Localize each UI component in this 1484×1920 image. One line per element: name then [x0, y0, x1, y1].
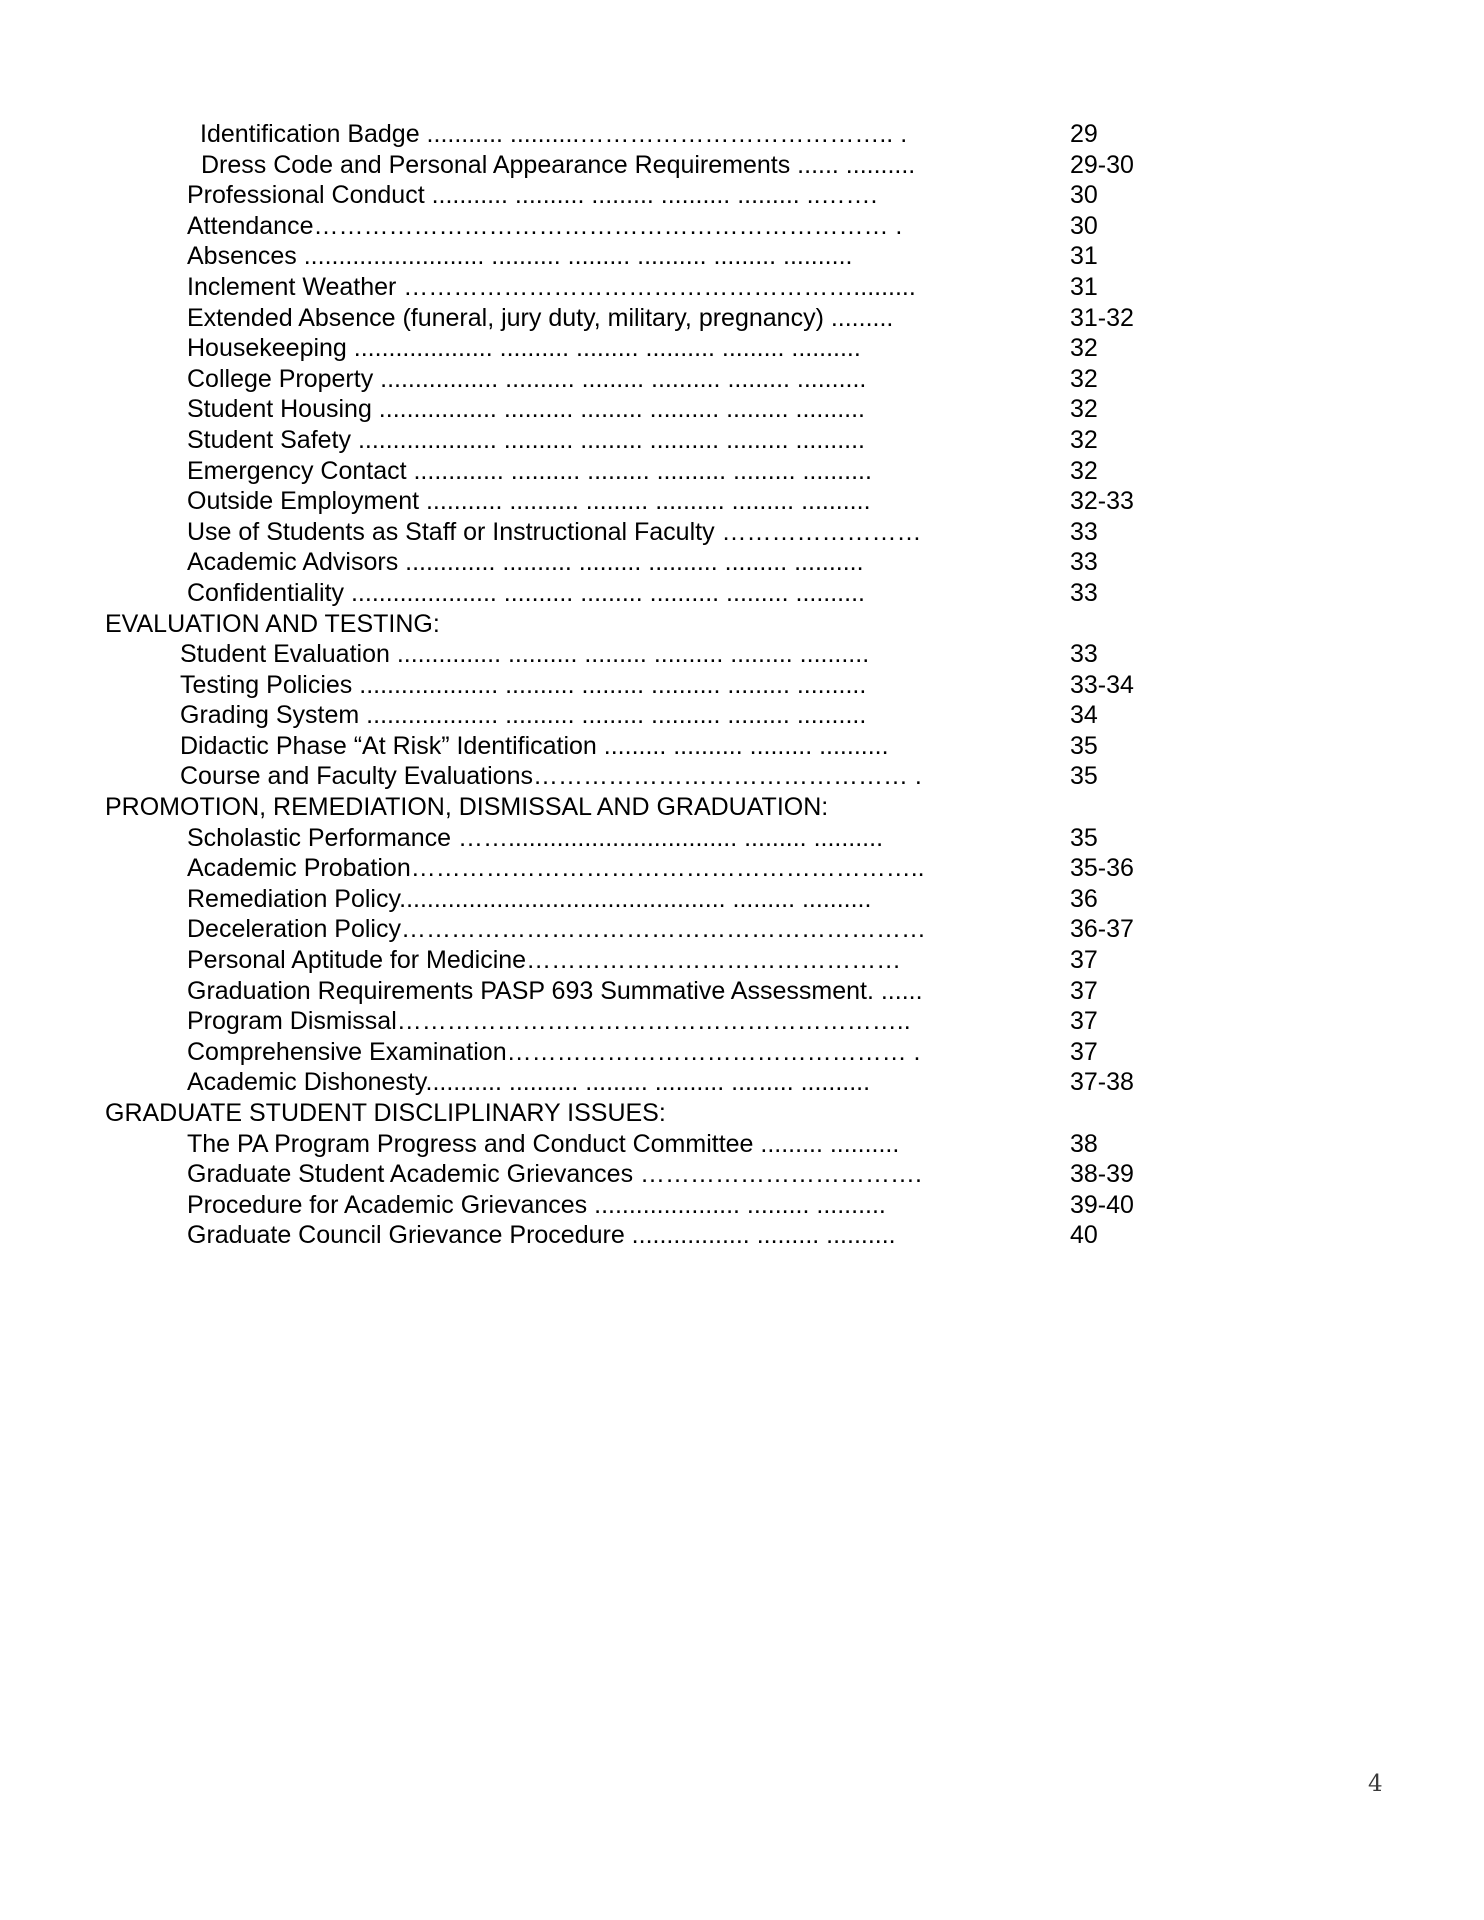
toc-entry-title: Housekeeping .................... .......... ......... .......... ......... ..........	[187, 334, 861, 363]
toc-entry-title: Student Evaluation ............... .......... ......... .......... ......... ..........	[180, 640, 870, 669]
toc-entry-page: 33	[1070, 548, 1098, 577]
toc-entry-page: 32	[1070, 395, 1098, 424]
toc-entry-title: Remediation Policy............................................... ......... ..........	[187, 884, 872, 913]
toc-entry-title: Grading System ................... .......... ......... .......... ......... ..........	[180, 701, 867, 730]
toc-entry-title: Identification Badge ........... ..........……………………………….. .	[200, 120, 908, 148]
toc-entry-page: 37	[1070, 976, 1098, 1005]
toc-entry-page: 40	[1070, 1221, 1098, 1250]
table-of-contents	[0, 119, 1484, 1251]
toc-entry-page: 35	[1070, 731, 1098, 760]
toc-entry-title: Personal Aptitude for Medicine………………………………………	[187, 946, 902, 975]
toc-entry-title: Program Dismissal……………………………………………………..	[187, 1007, 911, 1036]
toc-entry-title: Student Safety .................... .......... ......... .......... ......... ..........	[187, 425, 865, 454]
toc-entry	[0, 241, 1484, 272]
toc-entry	[0, 853, 1484, 884]
toc-entry	[0, 1006, 1484, 1037]
toc-entry-title: Extended Absence (funeral, jury duty, military, pregnancy) .........	[187, 303, 894, 332]
toc-entry-page: 39-40	[1070, 1190, 1134, 1219]
toc-entry-page: 35-36	[1070, 854, 1134, 883]
toc-entry	[0, 639, 1484, 670]
toc-entry-title: Graduate Student Academic Grievances …………………………….	[187, 1160, 922, 1189]
toc-entry-page: 31	[1070, 272, 1098, 301]
toc-entry-page: 33-34	[1070, 670, 1134, 699]
section-heading-text: PROMOTION, REMEDIATION, DISMISSAL AND GRADUATION:	[105, 793, 829, 822]
toc-entry	[0, 945, 1484, 976]
toc-entry	[0, 823, 1484, 854]
toc-entry-page: 37-38	[1070, 1068, 1134, 1097]
toc-entry	[0, 150, 1484, 181]
toc-entry-page: 31-32	[1070, 303, 1134, 332]
toc-entry	[0, 211, 1484, 242]
toc-entry	[0, 578, 1484, 609]
toc-entry-page: 29	[1070, 120, 1098, 148]
toc-entry	[0, 884, 1484, 915]
toc-entry-page: 35	[1070, 823, 1098, 852]
toc-entry-title: Dress Code and Personal Appearance Requirements ...... ..........	[201, 150, 916, 179]
toc-entry-title: Graduate Council Grievance Procedure ................. ......... ..........	[187, 1221, 896, 1250]
toc-entry-title: Didactic Phase “At Risk” Identification ......... .......... ......... ..........	[180, 731, 889, 760]
toc-entry-page: 38-39	[1070, 1160, 1134, 1189]
toc-entry-page: 32	[1070, 364, 1098, 393]
toc-entry-page: 32	[1070, 425, 1098, 454]
toc-entry-page: 32	[1070, 334, 1098, 363]
toc-entry-title: Emergency Contact ............. .......... ......... .......... ......... ..........	[187, 456, 872, 485]
toc-entry	[0, 486, 1484, 517]
toc-entry-title: The PA Program Progress and Conduct Committee ......... ..........	[187, 1129, 900, 1158]
toc-entry-title: Student Housing ................. .......... ......... .......... ......... ..........	[187, 395, 866, 424]
toc-entry-title: Confidentiality ..................... .......... ......... .......... ......... ..........	[187, 578, 865, 607]
toc-entry-title: Inclement Weather ……………………………………………….........	[187, 272, 916, 301]
toc-entry	[0, 180, 1484, 211]
toc-entry	[0, 1159, 1484, 1190]
toc-entry	[0, 761, 1484, 792]
toc-entry	[0, 333, 1484, 364]
section-heading-text: EVALUATION AND TESTING:	[105, 609, 440, 638]
toc-entry-page: 31	[1070, 242, 1098, 271]
toc-entry-page: 33	[1070, 578, 1098, 607]
toc-entry-title: Testing Policies .................... .......... ......... .......... ......... ..........	[180, 670, 867, 699]
toc-entry	[0, 119, 1484, 150]
toc-entry	[0, 1190, 1484, 1221]
toc-entry-page: 35	[1070, 762, 1098, 791]
toc-entry	[0, 394, 1484, 425]
toc-entry-page: 37	[1070, 1007, 1098, 1036]
toc-entry-title: Academic Probation……………………………………………………..	[187, 854, 925, 883]
toc-entry-page: 30	[1070, 181, 1098, 210]
toc-entry	[0, 456, 1484, 487]
toc-entry	[0, 731, 1484, 762]
toc-entry-page: 29-30	[1070, 150, 1134, 179]
toc-entry	[0, 1067, 1484, 1098]
toc-entry	[0, 1220, 1484, 1251]
toc-entry-page: 36	[1070, 884, 1098, 913]
toc-entry	[0, 303, 1484, 334]
toc-section-heading	[0, 609, 1484, 640]
toc-entry	[0, 517, 1484, 548]
toc-entry-page: 30	[1070, 211, 1098, 240]
toc-entry-page: 37	[1070, 1037, 1098, 1066]
toc-entry-title: Course and Faculty Evaluations……………………………………… .	[180, 762, 922, 791]
toc-entry-title: Deceleration Policy………………………………………………………	[187, 915, 926, 944]
toc-entry-title: Procedure for Academic Grievances ..................... ......... ..........	[187, 1190, 886, 1219]
toc-entry-page: 32-33	[1070, 487, 1134, 516]
toc-section-heading	[0, 1098, 1484, 1129]
toc-entry-title: Outside Employment ........... .......... ......... .......... ......... ..........	[187, 487, 871, 516]
toc-entry	[0, 976, 1484, 1007]
toc-entry-title: Attendance…………………………………………………………… .	[187, 211, 903, 240]
toc-entry-title: Comprehensive Examination………………………………………… .	[187, 1037, 921, 1066]
section-heading-text: GRADUATE STUDENT DISCLIPLINARY ISSUES:	[105, 1099, 666, 1127]
toc-entry	[0, 700, 1484, 731]
toc-entry	[0, 670, 1484, 701]
toc-entry-title: Absences .......................... .......... ......... .......... ......... ..........	[187, 242, 853, 271]
toc-entry-page: 34	[1070, 701, 1098, 730]
toc-entry-title: Academic Dishonesty........... .......... ......... .......... ......... ..........	[187, 1068, 871, 1097]
toc-entry	[0, 425, 1484, 456]
toc-entry	[0, 547, 1484, 578]
toc-entry-title: Academic Advisors ............. .......... ......... .......... ......... ..........	[187, 548, 864, 577]
toc-section-heading	[0, 792, 1484, 823]
toc-entry-page: 37	[1070, 946, 1098, 975]
toc-entry	[0, 1129, 1484, 1160]
toc-entry-title: Graduation Requirements PASP 693 Summative Assessment. ......	[187, 976, 923, 1005]
toc-entry-page: 32	[1070, 456, 1098, 485]
toc-entry-page: 33	[1070, 517, 1098, 546]
page-number: 4	[1368, 1771, 1383, 1797]
toc-entry	[0, 364, 1484, 395]
toc-entry-title: Professional Conduct ........... .......... ......... .......... ......... ..…….	[187, 181, 878, 210]
toc-entry-page: 36-37	[1070, 915, 1134, 944]
toc-entry-title: Use of Students as Staff or Instructional Faculty ……………………	[187, 517, 922, 546]
toc-entry	[0, 272, 1484, 303]
toc-entry-page: 33	[1070, 640, 1098, 669]
toc-entry	[0, 914, 1484, 945]
toc-entry-title: College Property ................. .......... ......... .......... ......... ..........	[187, 364, 867, 393]
toc-entry-page: 38	[1070, 1129, 1098, 1158]
toc-entry-title: Scholastic Performance ……................................. ......... ..........	[187, 823, 884, 852]
toc-entry	[0, 1037, 1484, 1068]
